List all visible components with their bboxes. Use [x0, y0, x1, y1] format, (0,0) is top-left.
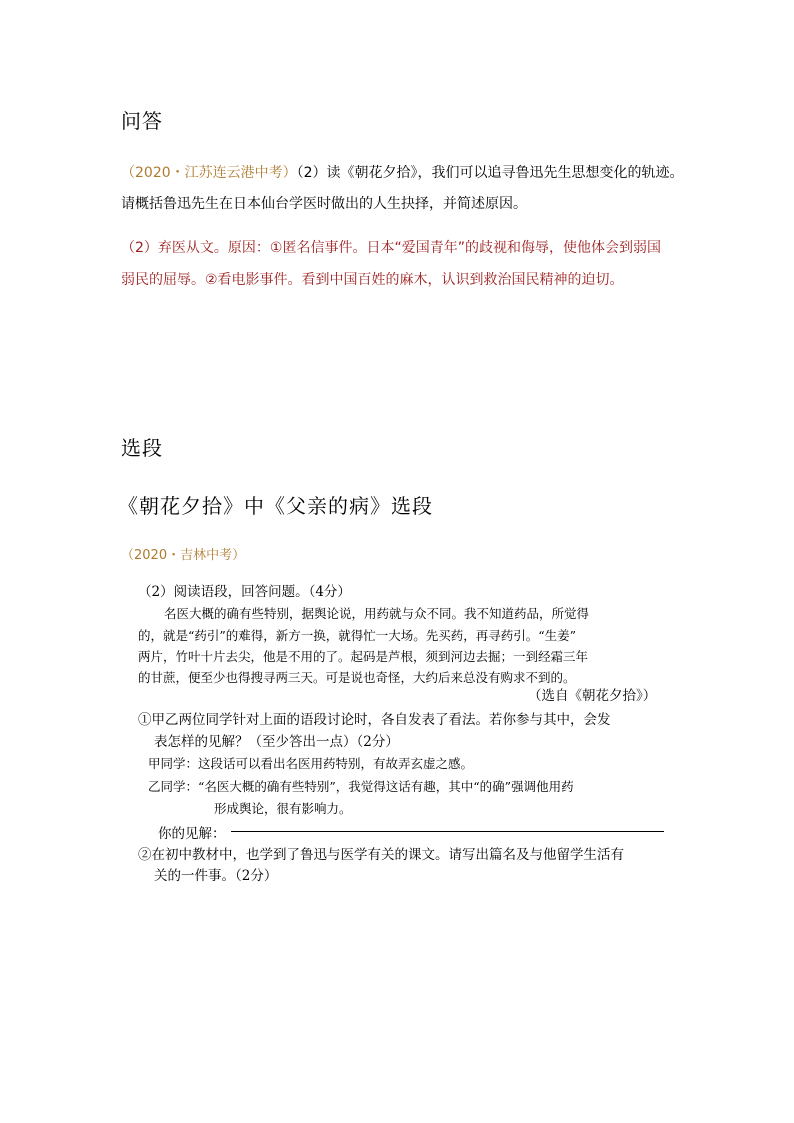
scan-q2-line-1: ②在初中教材中，也学到了鲁迅与医学有关的课文。请写出篇名及与他留学生活有 [138, 847, 624, 863]
section-heading-excerpt: 选段 [121, 436, 163, 460]
scan-citation: （选自《朝花夕拾》） [528, 688, 657, 704]
scan-q2-line-2: 关的一件事。（2分） [154, 868, 278, 884]
source-tag: （2020・江苏连云港中考） [121, 165, 297, 181]
scanned-question [138, 580, 673, 884]
scan-para-line-4: 的甘蔗，便至少也得搜寻两三天。可是说也奇怪，大约后来总没有购求不到的。 [138, 670, 576, 685]
section-heading-qa: 问答 [121, 109, 163, 133]
question-line-1 [121, 162, 684, 182]
question-text: （2）读《朝花夕拾》，我们可以追寻鲁迅先生思想变化的轨迹。 [296, 165, 684, 181]
scan-student-yi-line-1: 乙同学：“名医大概的确有些特别”，我觉得这话有趣，其中“的确”强调他用药 [148, 779, 574, 794]
excerpt-title: 《朝花夕拾》中《父亲的病》选段 [118, 494, 433, 518]
scan-para-line-1: 名医大概的确有些特别，据舆论说，用药就与众不同。我不知道药品，所觉得 [164, 606, 590, 621]
scan-q1-line-1: ①甲乙两位同学针对上面的语段讨论时，各自发表了看法。若你参与其中，会发 [138, 712, 611, 728]
excerpt-source: （2020・吉林中考） [121, 548, 246, 563]
scan-para-line-2: 的，就是“药引”的难得，新方一换，就得忙一大场。先买药，再寻药引。“生姜” [138, 628, 577, 643]
answer-line-1: （2）弃医从文。原因：①匿名信事件。日本“爱国青年”的歧视和侮辱，使他体会到弱国 [121, 240, 661, 256]
answer-blank-line [231, 830, 664, 832]
scan-student-yi-line-2: 形成舆论，很有影响力。 [214, 801, 352, 816]
scan-para-line-3: 两片，竹叶十片去尖，他是不用的了。起码是芦根，须到河边去掘；一到经霜三年 [138, 649, 589, 664]
question-line-2: 请概括鲁迅先生在日本仙台学医时做出的人生抉择，并简述原因。 [121, 196, 527, 212]
scan-q1-line-2: 表怎样的见解？（至少答出一点）（2分） [154, 734, 399, 750]
answer-line-2: 弱民的屈辱。②看电影事件。看到中国百姓的麻木，认识到救治国民精神的迫切。 [121, 272, 624, 288]
scan-intro: （2）阅读语段，回答问题。（4分） [138, 584, 351, 600]
scan-your-view-label: 你的见解： [158, 826, 226, 842]
scan-student-jia: 甲同学：这段话可以看出名医用药特别，有故弄玄虚之感。 [148, 756, 474, 771]
